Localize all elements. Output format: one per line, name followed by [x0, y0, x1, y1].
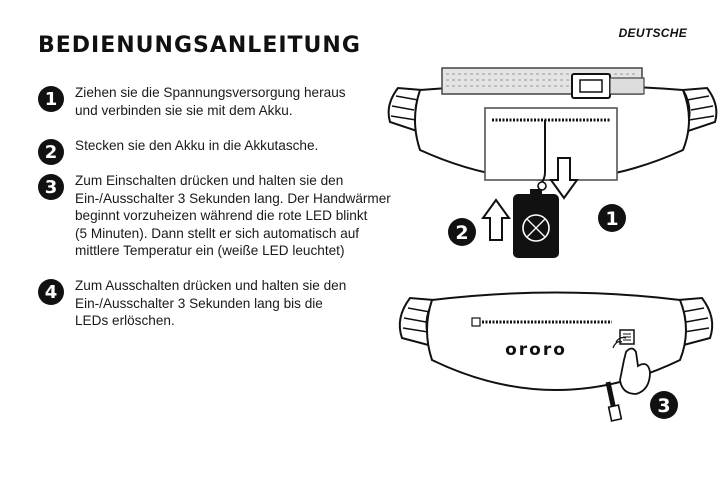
- step-number-badge: 2: [38, 139, 64, 165]
- callout-number: 1: [605, 208, 619, 230]
- hand-warmer-open-pocket: [389, 68, 717, 190]
- hand-warmer-closed: [400, 293, 712, 391]
- instruction-step-4: [38, 277, 346, 330]
- page-title: BEDIENUNGSANLEITUNG: [38, 33, 361, 58]
- language-label: DEUTSCHE: [618, 26, 687, 40]
- instruction-step-1: [38, 84, 346, 119]
- callout-step-1: [598, 204, 626, 232]
- step-number-badge: 3: [38, 174, 64, 200]
- callout-step-3: [650, 391, 678, 419]
- step-number-badge: 4: [38, 279, 64, 305]
- step-text: Ziehen sie die Spannungsversorgung heraus und verbinden sie sie mit dem Akku.: [75, 85, 346, 118]
- step-text: Stecken sie den Akku in die Akkutasche.: [75, 138, 319, 153]
- instruction-step-2: [38, 137, 318, 165]
- instruction-step-3: [38, 172, 391, 260]
- brand-logo: ororo: [505, 340, 567, 360]
- step-text: Zum Ausschalten drücken und halten sie den Ein-/Ausschalter 3 Sekunden lang bis die LEDs erlöschen.: [75, 278, 347, 329]
- step-number-badge: 1: [38, 86, 64, 112]
- battery-pack: [513, 189, 559, 258]
- power-cable: [608, 382, 621, 421]
- arrow-up-icon: [483, 200, 509, 240]
- callout-number: 2: [455, 222, 469, 244]
- product-illustration: [380, 60, 725, 440]
- step-text: Zum Einschalten drücken und halten sie den Ein-/Ausschalter 3 Sekunden lang. Der Handwärmer beginnt vorzuheizen während die rote LED blinkt (5 Minuten). Dann stellt er sich automatisch auf mittlere Temperatur ein (weiße LED leuchtet): [75, 173, 391, 259]
- callout-step-2: [448, 218, 476, 246]
- callout-number: 3: [657, 395, 671, 417]
